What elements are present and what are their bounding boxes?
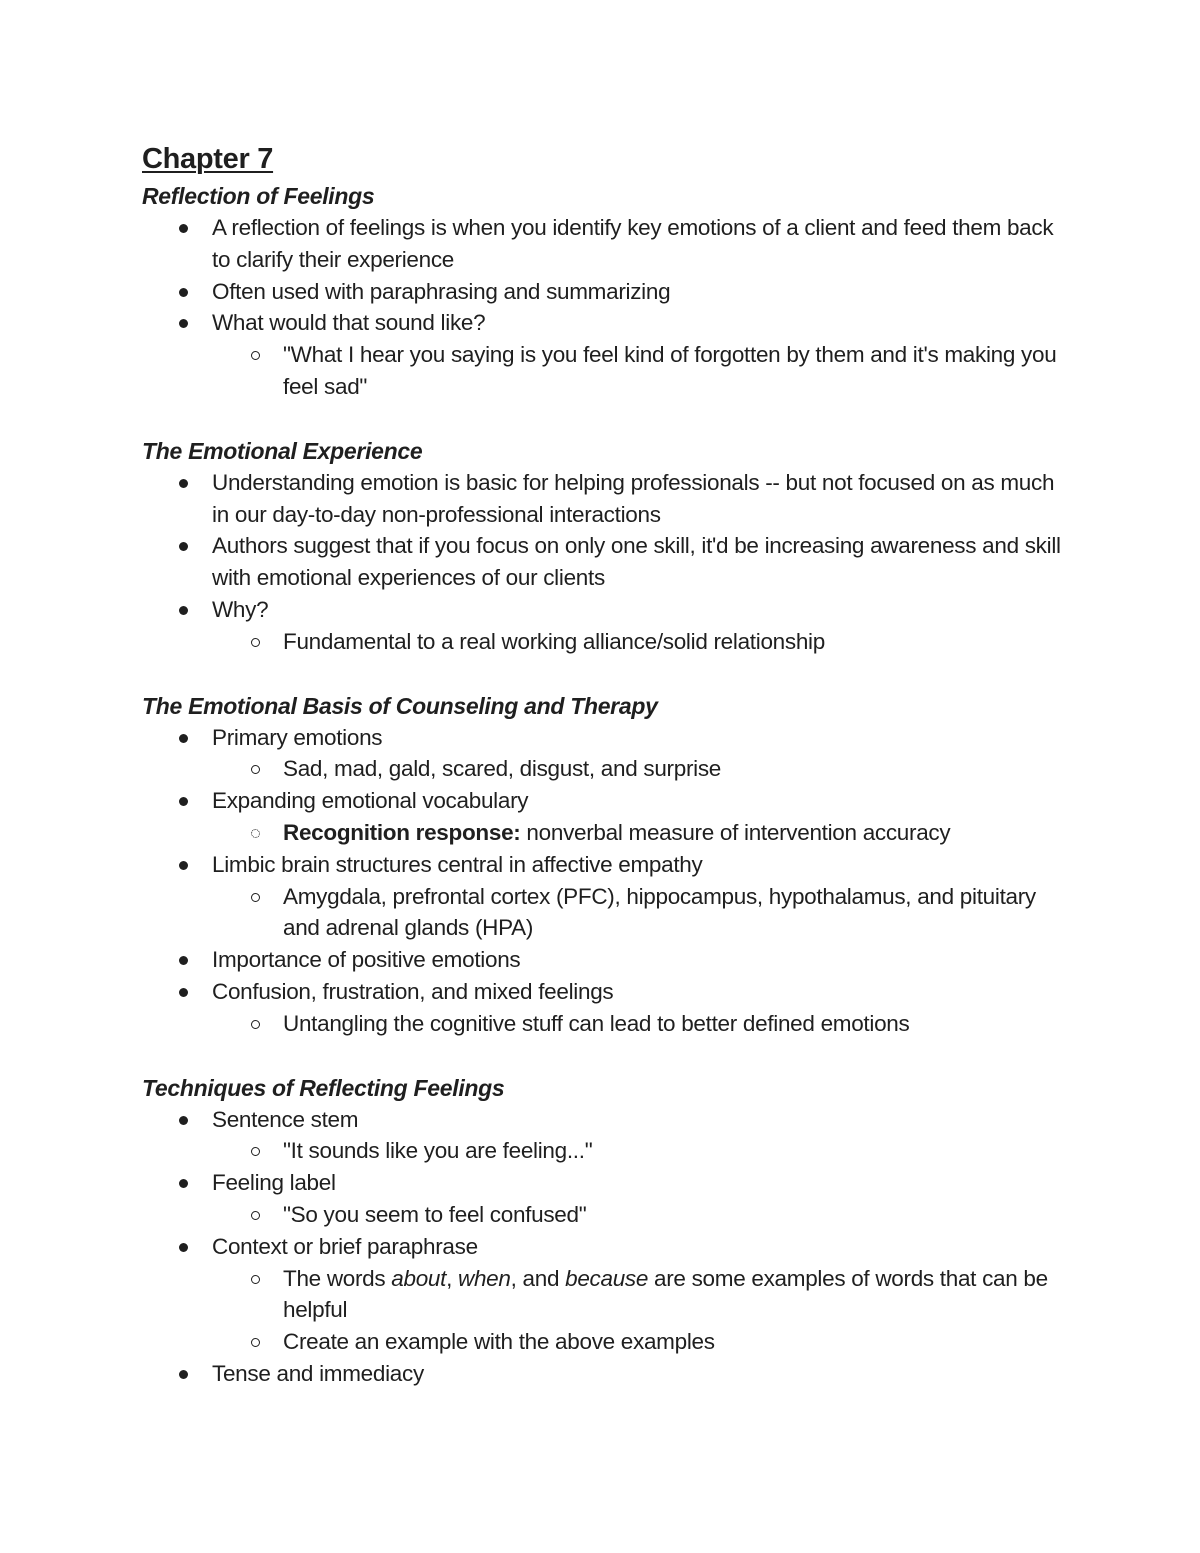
list-item-text: Confusion, frustration, and mixed feelings	[212, 978, 614, 1004]
section-heading: The Emotional Experience	[142, 437, 423, 464]
page-title: Chapter 7	[142, 143, 274, 175]
bullet-list	[142, 1104, 1062, 1390]
text-fragment: The words	[283, 1265, 392, 1291]
sub-list-item	[283, 1263, 1062, 1327]
emphasis-word: about	[391, 1265, 447, 1291]
list-item: Understanding emotion is basic for helping professionals -- but not focused on as much in our day-to-day non-professional interactions	[212, 467, 1062, 531]
sub-bullet-list	[212, 626, 1062, 658]
list-item	[212, 976, 1062, 1040]
recognition-term: Recognition response:	[283, 819, 521, 845]
bullet-list	[142, 467, 1062, 658]
sub-bullet-list	[212, 1135, 1062, 1167]
sub-bullet-list	[212, 1008, 1062, 1040]
section-heading: The Emotional Basis of Counseling and Therapy	[142, 692, 658, 719]
document-page	[142, 138, 1062, 1390]
section-techniques	[142, 1072, 1062, 1390]
list-item: Tense and immediacy	[212, 1358, 1062, 1390]
list-item	[212, 1104, 1062, 1168]
recognition-definition: nonverbal measure of intervention accuracy	[520, 819, 951, 845]
section-heading: Reflection of Feelings	[142, 183, 375, 209]
list-item	[212, 1231, 1062, 1358]
list-item	[212, 785, 1062, 849]
emphasis-word: when	[458, 1265, 511, 1291]
sub-list-item: "What I hear you saying is you feel kind of forgotten by them and it's making you feel sad"	[283, 339, 1062, 403]
list-item: A reflection of feelings is when you identify key emotions of a client and feed them back to clarify their experience	[212, 212, 1062, 276]
sub-list-item: Create an example with the above examples	[283, 1326, 1062, 1358]
list-item-text: Feeling label	[212, 1170, 336, 1196]
emphasis-word: because	[565, 1265, 649, 1291]
list-item	[212, 722, 1062, 786]
list-item: Importance of positive emotions	[212, 944, 1062, 976]
sub-bullet-list	[212, 1263, 1062, 1358]
section-emotional-experience	[142, 435, 1062, 658]
list-item-text: Limbic brain structures central in affective empathy	[212, 851, 703, 877]
sub-bullet-list	[212, 817, 1062, 849]
text-fragment: , and	[510, 1265, 566, 1291]
sub-list-item: Fundamental to a real working alliance/solid relationship	[283, 626, 1062, 658]
sub-bullet-list	[212, 881, 1062, 945]
sub-list-item: "So you seem to feel confused"	[283, 1199, 1062, 1231]
section-emotional-basis	[142, 690, 1062, 1040]
bullet-list	[142, 212, 1062, 403]
sub-bullet-list	[212, 1199, 1062, 1231]
list-item	[212, 307, 1062, 402]
bullet-list	[142, 722, 1062, 1040]
sub-bullet-list	[212, 339, 1062, 403]
list-item: Often used with paraphrasing and summarizing	[212, 276, 1062, 308]
sub-bullet-list	[212, 753, 1062, 785]
list-item-text: Expanding emotional vocabulary	[212, 788, 529, 814]
list-item-text: Sentence stem	[212, 1106, 359, 1132]
sub-list-item	[283, 817, 1062, 849]
section-heading: Techniques of Reflecting Feelings	[142, 1074, 505, 1101]
sub-list-item: Amygdala, prefrontal cortex (PFC), hippocampus, hypothalamus, and pituitary and adrenal glands (HPA)	[283, 881, 1062, 945]
list-item	[212, 594, 1062, 658]
list-item: Authors suggest that if you focus on only one skill, it'd be increasing awareness and skill with emotional experiences of our clients	[212, 530, 1062, 594]
section-reflection-of-feelings	[142, 180, 1062, 403]
sub-list-item: Untangling the cognitive stuff can lead to better defined emotions	[283, 1008, 1062, 1040]
list-item	[212, 1167, 1062, 1231]
sub-list-item: "It sounds like you are feeling..."	[283, 1135, 1062, 1167]
list-item-text: Primary emotions	[212, 724, 383, 750]
text-fragment: ,	[446, 1265, 459, 1291]
list-item	[212, 849, 1062, 944]
list-item-text: Why?	[212, 596, 269, 622]
text-fragment: are some examples of words that can be helpful	[283, 1265, 1048, 1323]
list-item-text: What would that sound like?	[212, 310, 486, 336]
sub-list-item: Sad, mad, gald, scared, disgust, and surprise	[283, 753, 1062, 785]
list-item-text: Context or brief paraphrase	[212, 1233, 478, 1259]
